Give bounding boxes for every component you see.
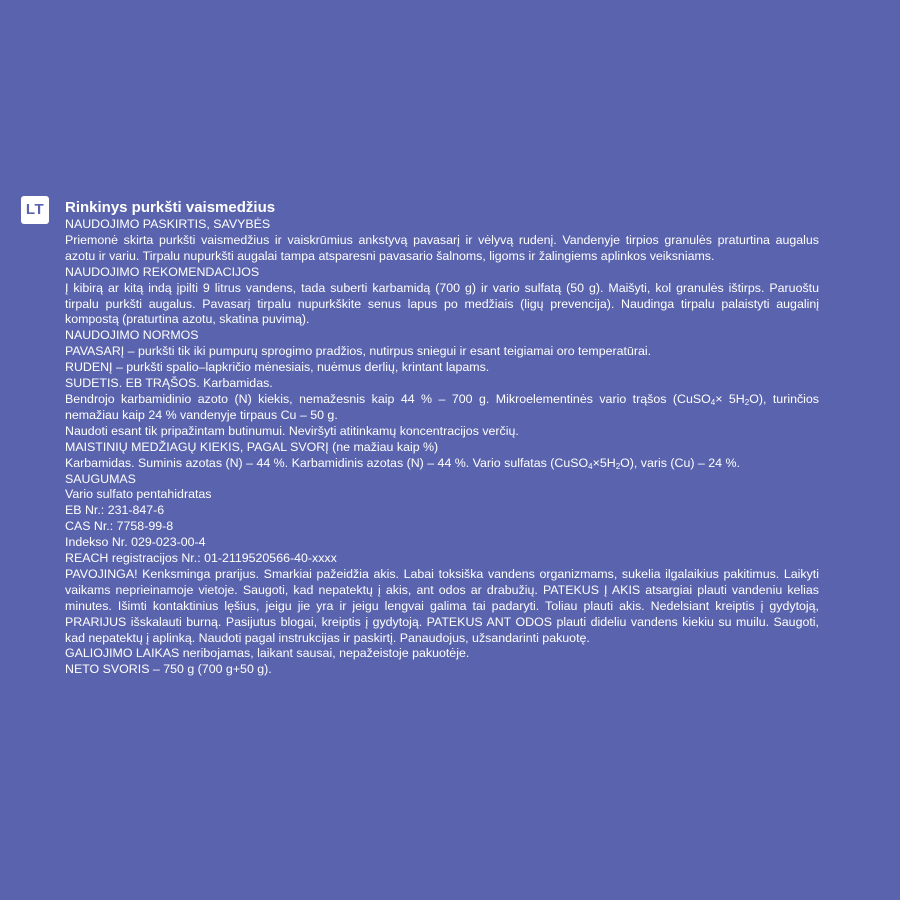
composition-heading: SUDETIS. EB TRĄŠOS. Karbamidas. xyxy=(65,376,273,391)
nutrients-text: Karbamidas. Suminis azotas (N) – 44 %. Karbamidinis azotas (N) – 44 %. Vario sulfatas $(CuSO_4\times 5H_2O)$, varis (Cu) – 24 %. xyxy=(65,455,740,471)
purpose-text: Priemonė skirta purkšti vaismedžius ir vaiskrūmius ankstyvą pavasarį ir vėlyvą rudenį. Vandenyje tirpios granulės praturtina augalus azotu ir variu. Tirpalu nupurkšti augalai tampa atsparesni pavasario šalnoms, ligoms ir žalingiems aplinkos veiksniams. xyxy=(65,232,819,263)
net-weight-text: NETO SVORIS – 750 g (700 g+50 g). xyxy=(65,662,272,677)
section-heading-purpose: NAUDOJIMO PASKIRTIS, SAVYBĖS xyxy=(65,217,271,231)
section-heading-norms: NAUDOJIMO NORMOS xyxy=(65,328,199,343)
section-heading-recommendations: NAUDOJIMO REKOMENDACIJOS xyxy=(65,264,260,279)
product-label xyxy=(65,199,819,678)
recommendations-text: Į kibirą ar kitą indą įpilti 9 litrus vandens, tada suberti karbamidą (700 g) ir vario sulfatą (50 g). Maišyti, kol granulės ištirps. Paruoštu tirpalu purkšti augalus. Pavasarį tirpalu nupurkškite senus lapus po medžiais (ligų prevencija). Naudinga tirpalu palaistyti augalinį kompostą (praturtina azotu, skatina puvimą). xyxy=(65,280,819,327)
norm-spring: PAVASARĮ – purkšti tik iki pumpurų sprogimo pradžios, nutirpus sniegui ir esant teigiamai oro temperatūrai. xyxy=(65,344,652,359)
safety-line: Indekso Nr. 029-023-00-4 xyxy=(65,535,206,550)
section-heading-nutrients: MAISTINIŲ MEDŽIAGŲ KIEKIS, PAGAL SVORĮ (ne mažiau kaip %) xyxy=(65,439,439,454)
language-badge: LT xyxy=(21,196,49,224)
safety-line: REACH registracijos Nr.: 01-2119520566-40-xxxx xyxy=(65,551,337,566)
section-heading-safety: SAUGUMAS xyxy=(65,471,136,486)
use-certified-text: Naudoti esant tik pripažintam butinumui. Neviršyti atitinkamų koncentracijos verčių. xyxy=(65,423,519,438)
safety-line: EB Nr.: 231-847-6 xyxy=(65,503,165,518)
safety-line: CAS Nr.: 7758-99-8 xyxy=(65,519,174,534)
safety-line: Vario sulfato pentahidratas xyxy=(65,487,212,502)
product-title: Rinkinys purkšti vaismedžius xyxy=(65,199,276,216)
composition-text: Bendrojo karbamidinio azoto (N) kiekis, nemažesnis kaip 44 % – 700 g. Mikroelementinės vario trąšos (CuSO$_4$× $5H_2O$), turinčios nemažiau kaip 24 % vandenyje tirpaus Cu – 50 g. xyxy=(65,391,820,422)
validity-text: GALIOJIMO LAIKAS neribojamas, laikant sausai, nepažeistoje pakuotėje. xyxy=(65,646,470,661)
danger-text: PAVOJINGA! Kenksminga prarijus. Smarkiai pažeidžia akis. Labai toksiška vandens organizmams, sukelia ilgalaikius pakitimus. Laikyti vaikams neprieinamoje vietoje. Saugoti, kad nepatektų į akis, ant odos ar drabužių. PATEKUS Į AKIS atsargiai plauti vandeniu kelias minutes. Išimti kontaktinius lęšius, jeigu jie yra ir jeigu lengvai galima tai padaryti. Toliau plauti akis. Nedelsiant kreiptis į gydytoją, PRARIJUS išskalauti burną. Pasijutus blogai, kreiptis į gydytoją. PATEKUS ANT ODOS plauti dideliu vandens kiekiu su muilu. Saugoti, kad nepatektų į aplinką. Naudoti pagal instrukcijas ir paskirtį. Panaudojus, užsandarinti pakuotę. xyxy=(65,566,819,645)
norm-autumn: RUDENĮ – purkšti spalio–lapkričio mėnesiais, nuėmus derlių, krintant lapams. xyxy=(65,360,490,375)
